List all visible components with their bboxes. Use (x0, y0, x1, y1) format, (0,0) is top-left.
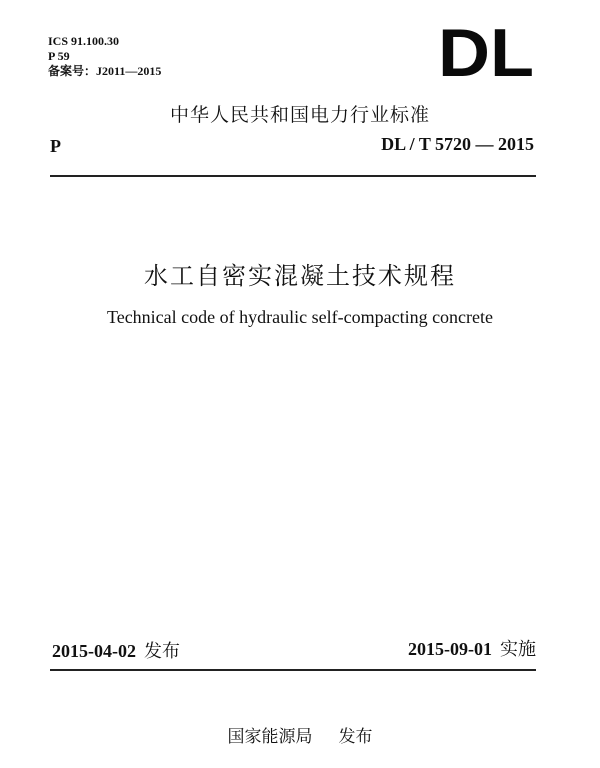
publisher-name: 国家能源局 (227, 727, 313, 747)
dl-logo (436, 24, 536, 80)
implement-label: 实施 (500, 639, 536, 660)
title-english: Technical code of hydraulic self-compacting concrete (106, 307, 494, 327)
standard-number: DL / T 5720 — 2015 (381, 134, 534, 154)
category-code: P (50, 136, 61, 156)
publisher-label: 发布 (338, 727, 373, 747)
publisher-line (0, 722, 600, 747)
bottom-divider (50, 669, 536, 671)
top-divider (50, 175, 536, 177)
issue-date-block (52, 637, 180, 663)
header-meta (48, 34, 161, 79)
ics-code: ICS 91.100.30 (48, 34, 120, 48)
issuing-authority: 中华人民共和国电力行业标准 (169, 104, 430, 126)
issue-date: 2015-04-02 (52, 641, 136, 661)
title-chinese: 水工自密实混凝土技术规程 (144, 262, 456, 290)
p-code: P 59 (48, 49, 70, 63)
record-number: 备案号：J2011—2015 (48, 64, 162, 78)
implement-date: 2015-09-01 (408, 639, 492, 659)
issue-label: 发布 (144, 641, 180, 662)
implement-date-block (408, 635, 536, 661)
dl-logo-text: DL (438, 24, 534, 80)
